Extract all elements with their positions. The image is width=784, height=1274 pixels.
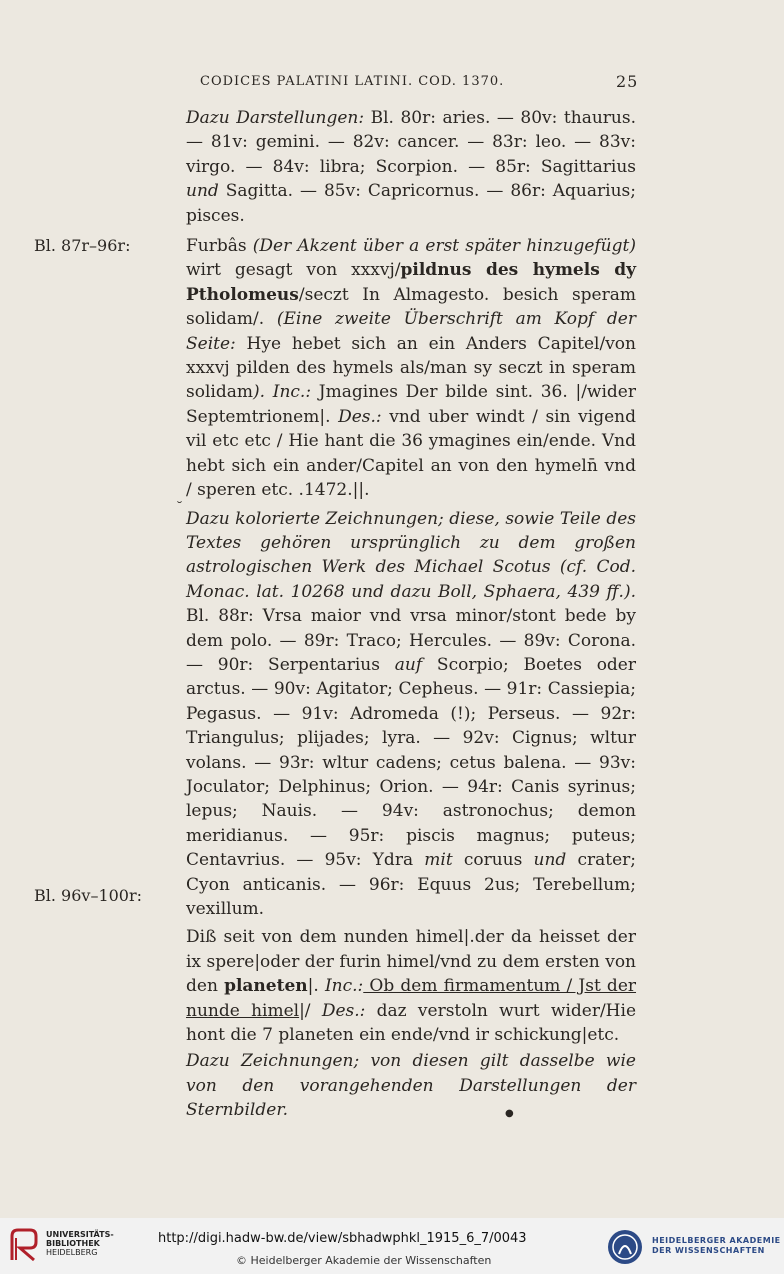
running-header: [0, 72, 784, 94]
italic-run: Des.:: [338, 406, 382, 427]
bold-run: pildnus des hymels dy Ptholomeus: [186, 260, 637, 305]
hdaw-line-1: HEIDELBERGER AKADEMIE: [652, 1236, 781, 1245]
text-run: Hye hebet sich an ein Anders Capitel/von xxxvj pilden des hymels als/man sy seczt in speram solidam: [186, 333, 636, 403]
text-run: wirt gesagt von xxxvj/: [186, 260, 401, 281]
underlined-run: Ob dem firmamentum / Jst der nunde himel: [186, 976, 637, 1021]
hdaw-seal-icon: [606, 1228, 644, 1266]
text-run: Bl. 88r: Vrsa maior vnd vrsa minor/stont bede by dem polo. — 89r: Traco; Hercules. — 89v: Corona. — 90r: Serpentarius: [186, 606, 636, 675]
italic-run: ). Inc.:: [252, 382, 312, 403]
text-run: crater; Cyon anticanis. — 96r: Equus 2us; Terebellum; vexillum.: [186, 850, 636, 919]
ub-line-2: BIBLIOTHEK: [46, 1239, 100, 1248]
text-run: Diß seit von dem nunden himel|.der da heisset der ix spere|oder der furin himel/vnd zu dem ersten von den: [186, 927, 636, 997]
paragraph-1: [186, 106, 636, 228]
text-run: /seczt In Almagesto. besich speram solidam/.: [186, 284, 636, 330]
margin-note-folio-1: Bl. 87r–96r:: [34, 236, 131, 255]
margin-tick: ˘: [176, 500, 183, 516]
italic-run: und: [533, 850, 567, 871]
text-run: daz verstoln wurt wider/Hie hont die 7 planeten ein ende/vnd ir schickung|etc.: [186, 1000, 637, 1046]
running-title: CODICES PALATINI LATINI. COD. 1370.: [200, 74, 505, 89]
text-run: coruus: [452, 850, 534, 871]
copyright-notice: © Heidelberger Akademie der Wissenschaften: [236, 1254, 492, 1267]
ub-heidelberg-logo-icon: [8, 1226, 40, 1264]
text-run: Scorpio; Boetes oder arctus. — 90v: Agitator; Cepheus. — 91r: Cassiepia; Pegasus. — 91v: Adromeda (!); Perseus. — 92r: Triangulus; plijades; lyra. — 92v: Cignus; wltur volans. — 93r: wltur cadens; cetus balena. — 93v: Joculator; Delphinus; Orion. — 94r: Canis syrinus; lepus; Nauis. — 94v: astronochus; demon meridianus. — 95r: piscis magnus; puteus; Centavrius. — 95v: Ydra: [186, 654, 636, 871]
text-run: Sagitta. — 85v: Capricornus. — 86r: Aquarius; pisces.: [186, 181, 636, 226]
permalink-url[interactable]: http://digi.hadw-bw.de/view/sbhadwphkl_1915_6_7/0043: [158, 1231, 527, 1246]
text-run: Jmagines Der bilde sint. 36. |/wider Septemtrionem|.: [186, 382, 636, 427]
italic-run: Inc.:: [324, 976, 364, 997]
paragraph-3: [186, 507, 636, 922]
hdaw-line-2: DER WISSENSCHAFTEN: [652, 1246, 765, 1255]
ub-line-1: UNIVERSITÄTS-: [46, 1230, 114, 1239]
italic-run: Des.:: [321, 1000, 366, 1021]
body-text: [186, 106, 636, 1123]
ink-dot: ●: [505, 1108, 514, 1119]
italic-run: Dazu kolorierte Zeichnungen; diese, sowie Teile des Textes gehören ursprünglich zu dem großen astrologischen Werk des Michael Scotus (cf. Cod. Monac. lat. 10268 und dazu Boll, Sphaera, 439 ff.).: [186, 508, 636, 602]
italic-lead: Dazu Darstellungen:: [186, 108, 365, 128]
italic-run: Dazu Zeichnungen; von diesen gilt dasselbe wie von den vorangehenden Darstellungen der Sternbilder.: [186, 1051, 636, 1121]
text-run: vnd uber windt / sin vigend vil etc etc / Hie hant die 36 ymagines ein/ende. Vnd hebt sich ein ander/Capitel an von den hymeln̄ vnd / speren etc. .1472.||.: [186, 406, 636, 501]
text-run: |/: [299, 1000, 322, 1021]
margin-note-folio-2: Bl. 96v–100r:: [34, 886, 143, 905]
italic-run: und: [186, 181, 219, 202]
paragraph-2: [186, 234, 636, 502]
ub-line-3: HEIDELBERG: [46, 1248, 98, 1257]
text-run: Bl. 80r: aries. — 80v: thaurus. — 81v: gemini. — 82v: cancer. — 83r: leo. — 83v: virgo. — 84v: libra; Scorpion. — 85r: Sagittarius: [186, 108, 636, 177]
bold-run: planeten: [224, 976, 308, 997]
ub-heidelberg-wordmark: [46, 1230, 114, 1257]
italic-run: (Der Akzent über a erst später hinzugefügt): [252, 236, 636, 257]
paragraph-4: [186, 925, 636, 1047]
hdaw-wordmark: [652, 1236, 781, 1256]
italic-run: auf: [394, 654, 423, 675]
italic-run: (Eine zweite Überschrift am Kopf der Seite:: [186, 309, 636, 354]
text-run: Furbâs: [186, 236, 253, 257]
text-run: |.: [307, 976, 325, 997]
paragraph-5: [186, 1049, 636, 1122]
italic-run: mit: [424, 850, 453, 871]
footer-bar: [0, 1218, 784, 1274]
page-number: 25: [616, 72, 639, 91]
